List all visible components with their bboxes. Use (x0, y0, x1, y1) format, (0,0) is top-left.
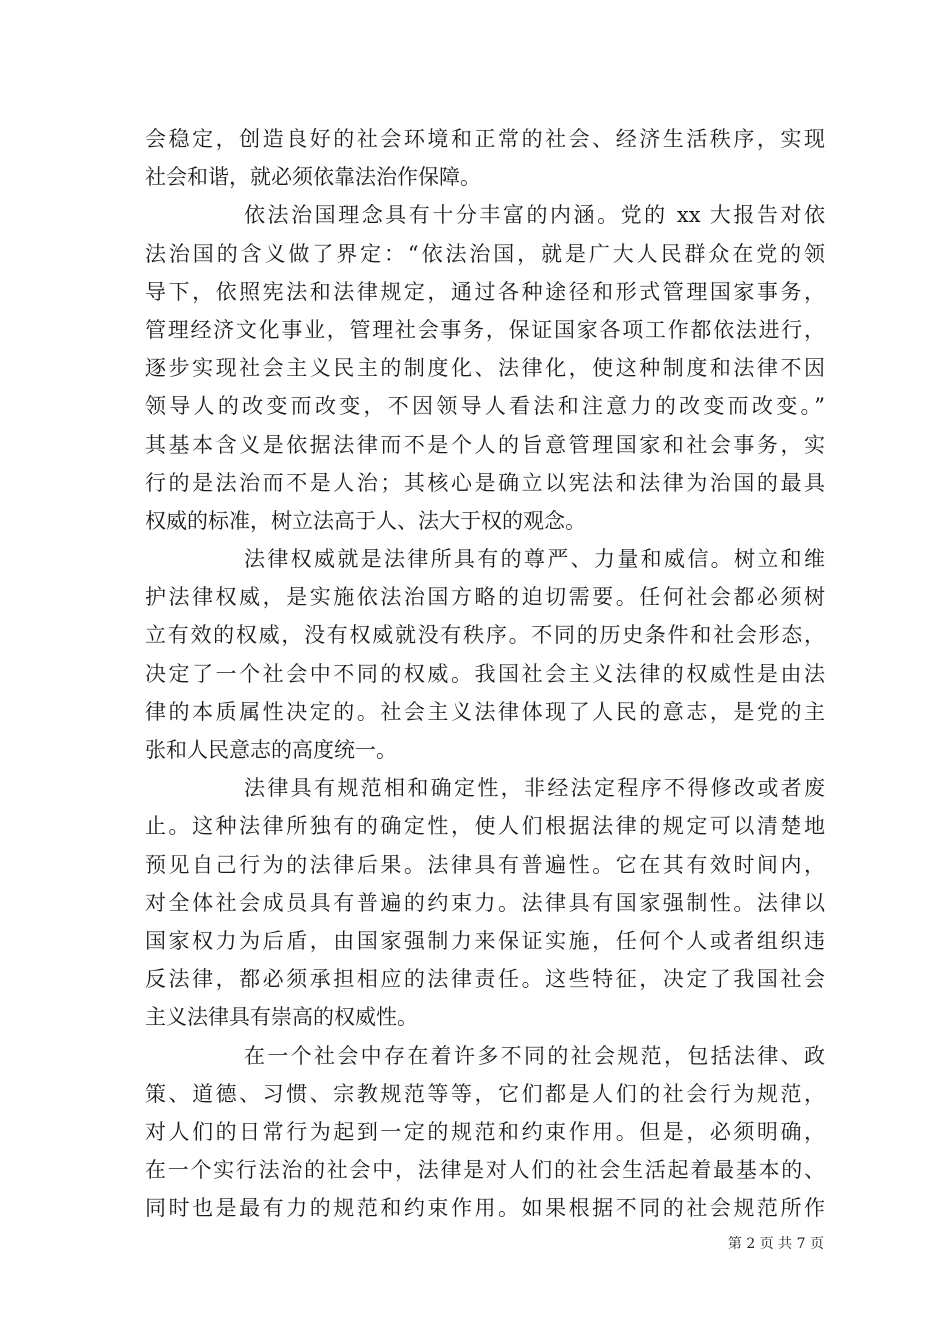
text-line: 同时也是最有力的规范和约束作用。如果根据不同的社会规范所作 (145, 1196, 825, 1221)
text-line: 预见自己行为的法律后果。法律具有普遍性。它在其有效时间内， (145, 852, 825, 877)
text-line: 止。这种法律所独有的确定性，使人们根据法律的规定可以清楚地 (145, 814, 825, 839)
text-line: 护法律权威，是实施依法治国方略的迫切需要。任何社会都必须树 (145, 585, 825, 610)
text-line: 法律具有规范相和确定性，非经法定程序不得修改或者废 (244, 776, 825, 801)
text-line: 会稳定，创造良好的社会环境和正常的社会、经济生活秩序，实现 (145, 127, 825, 151)
text-line: 法治国的含义做了界定：“依法治国，就是广大人民群众在党的领 (145, 241, 825, 266)
page-number-footer: 第 2 页 共 7 页 (727, 1236, 824, 1252)
text-line: 张和人民意志的高度统一。 (145, 738, 397, 762)
text-line: 在一个实行法治的社会中，法律是对人们的社会生活起着最基本的、 (145, 1158, 825, 1183)
text-line: 领导人的改变而改变，不因领导人看法和注意力的改变而改变。” (145, 394, 825, 419)
text-line: 立有效的权威，没有权威就没有秩序。不同的历史条件和社会形态， (145, 623, 825, 648)
text-line: 逐步实现社会主义民主的制度化、法律化，使这种制度和法律不因 (145, 356, 825, 381)
text-line: 在一个社会中存在着许多不同的社会规范，包括法律、政 (244, 1043, 825, 1068)
text-line: 依法治国理念具有十分丰富的内涵。党的 xx 大报告对依 (244, 203, 825, 228)
text-line: 主义法律具有崇高的权威性。 (145, 1005, 418, 1030)
text-line: 法律权威就是法律所具有的尊严、力量和威信。树立和维 (244, 547, 825, 572)
text-line: 律的本质属性决定的。社会主义法律体现了人民的意志，是党的主 (145, 699, 825, 724)
text-line: 权威的标准，树立法高于人、法大于权的观念。 (145, 508, 586, 533)
text-line: 对人们的日常行为起到一定的规范和约束作用。但是，必须明确， (145, 1119, 825, 1144)
text-line: 国家权力为后盾，由国家强制力来保证实施，任何个人或者组织违 (145, 928, 825, 953)
text-line: 管理经济文化事业，管理社会事务，保证国家各项工作都依法进行， (145, 317, 825, 342)
text-line: 导下，依照宪法和法律规定，通过各种途径和形式管理国家事务， (145, 279, 825, 304)
text-line: 策、道德、习惯、宗教规范等等，它们都是人们的社会行为规范， (145, 1081, 825, 1106)
text-line: 行的是法治而不是人治；其核心是确立以宪法和法律为治国的最具 (145, 470, 825, 495)
text-line: 决定了一个社会中不同的权威。我国社会主义法律的权威性是由法 (145, 661, 825, 686)
text-line: 反法律，都必须承担相应的法律责任。这些特征，决定了我国社会 (145, 967, 825, 992)
text-line: 对全体社会成员具有普遍的约束力。法律具有国家强制性。法律以 (145, 890, 825, 915)
document-body (145, 120, 825, 1227)
text-line: 其基本含义是依据法律而不是个人的旨意管理国家和社会事务，实 (145, 432, 825, 457)
text-line: 社会和谐，就必须依靠法治作保障。 (145, 165, 481, 190)
